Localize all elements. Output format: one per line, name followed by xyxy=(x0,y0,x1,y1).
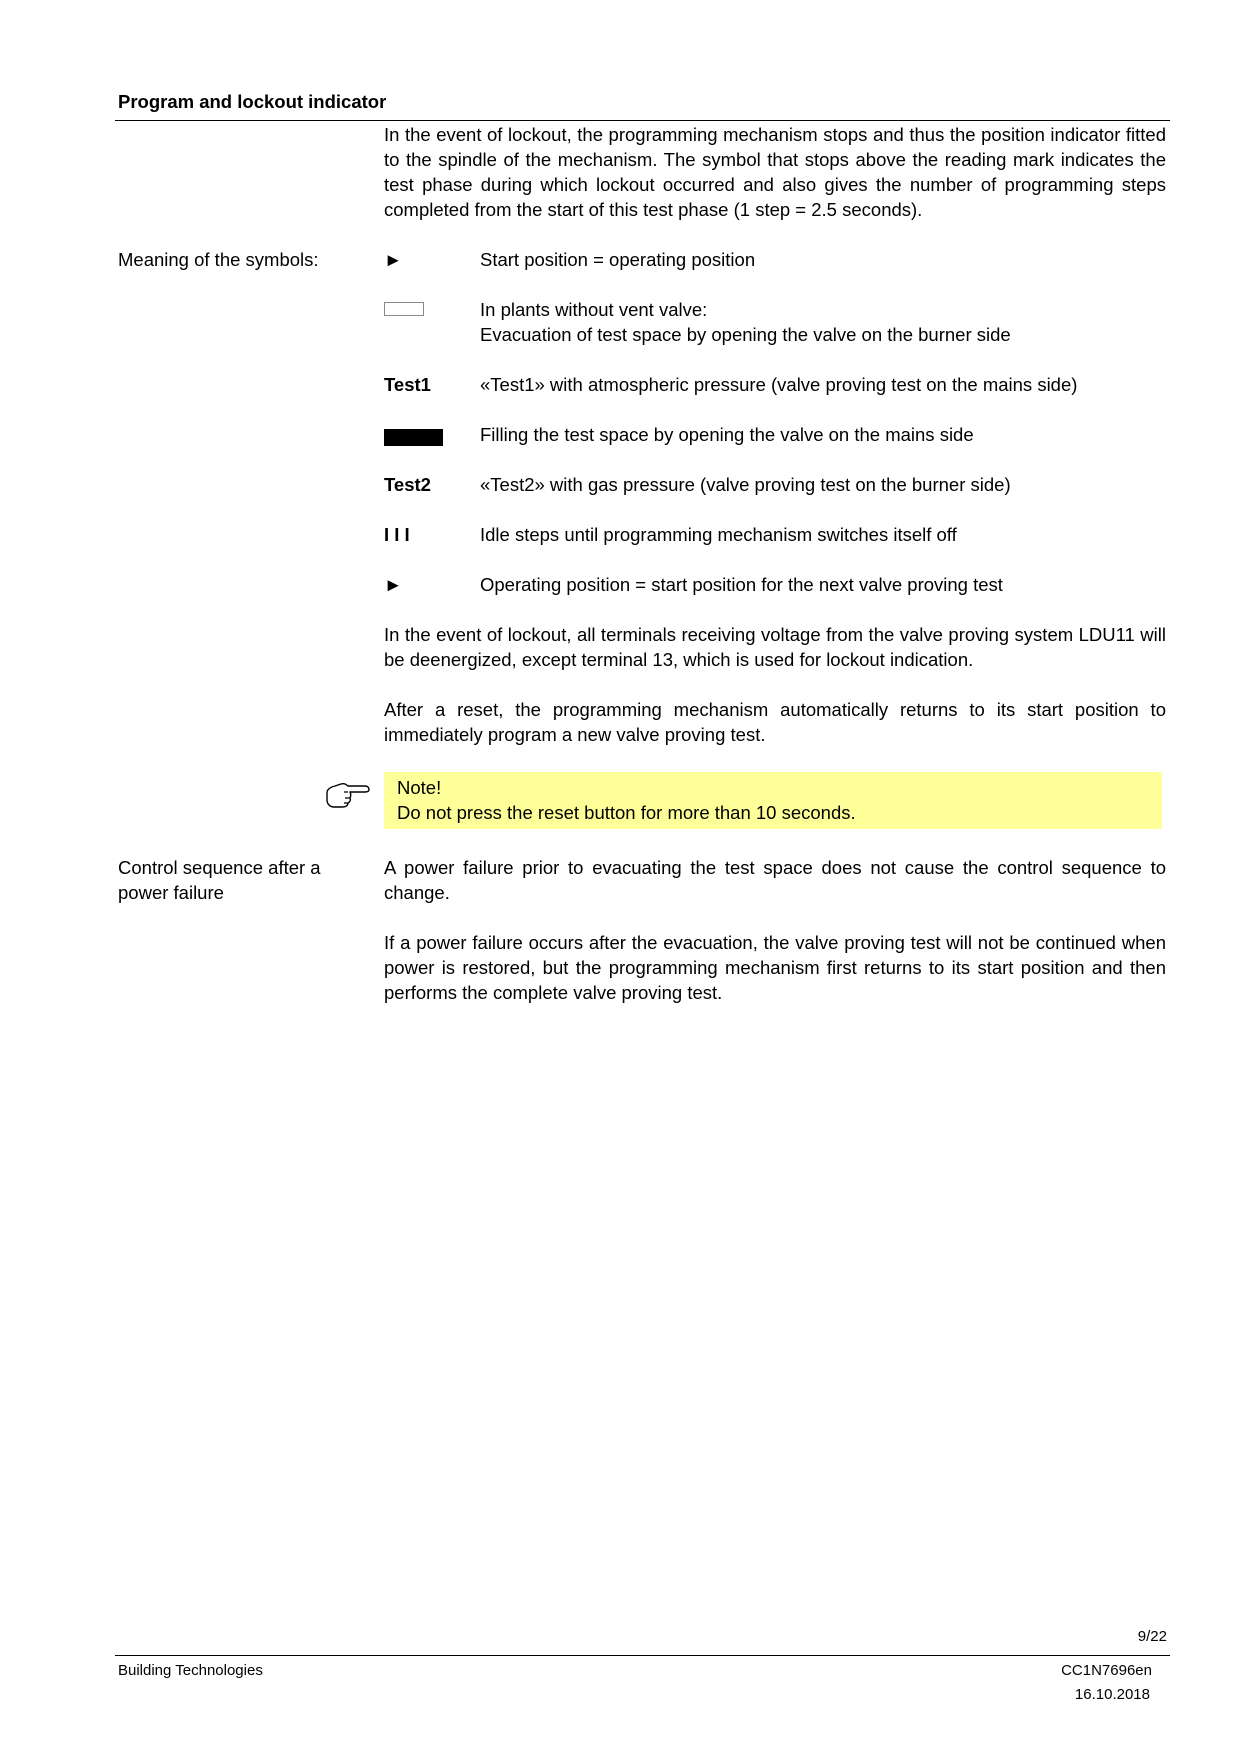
footer-company: Building Technologies xyxy=(118,1662,263,1679)
footer-doc-id: CC1N7696en xyxy=(1061,1662,1152,1679)
test2-symbol: Test2 xyxy=(384,474,431,495)
power-failure-paragraph-1: A power failure prior to evacuating the test space does not cause the control sequence to change. xyxy=(384,857,1166,903)
triangle-right-icon: ► xyxy=(384,249,403,270)
reset-paragraph: After a reset, the programming mechanism automatically returns to its start position to immediately program a new valve proving test. xyxy=(384,699,1166,745)
section-title: Program and lockout indicator xyxy=(118,91,387,112)
footer-date: 16.10.2018 xyxy=(1074,1686,1150,1703)
symbol-description: «Test2» with gas pressure (valve proving test on the burner side) xyxy=(480,474,1011,495)
filled-rectangle-icon xyxy=(384,429,443,446)
note-heading: Note! xyxy=(397,777,442,798)
symbols-side-label: Meaning of the symbols: xyxy=(118,249,319,270)
symbol-description: Operating position = start position for the next valve proving test xyxy=(480,574,1003,595)
idle-steps-symbol: I I I xyxy=(384,524,410,545)
symbol-description: Start position = operating position xyxy=(480,249,756,270)
header-rule xyxy=(115,120,1170,121)
test1-symbol: Test1 xyxy=(384,374,431,395)
intro-paragraph: In the event of lockout, the programming mechanism stops and thus the position indicator fitted to the spindle of the mechanism. The symbol that stops above the reading mark indicates the test phase during which lockout occurred and also gives the number of programming steps completed from the start of this test phase (1 step = 2.5 seconds). xyxy=(384,124,1166,220)
pointing-hand-icon xyxy=(324,781,370,811)
note-box xyxy=(384,772,1162,829)
empty-rectangle-icon xyxy=(384,302,424,316)
note-text: Do not press the reset button for more than 10 seconds. xyxy=(397,802,856,823)
lockout-paragraph: In the event of lockout, all terminals receiving voltage from the valve proving system LDU11 will be deenergized, except terminal 13, which is used for lockout indication. xyxy=(384,624,1166,670)
symbol-description: In plants without vent valve: xyxy=(480,299,708,320)
symbol-description: Filling the test space by opening the valve on the mains side xyxy=(480,424,974,445)
power-failure-side-label: Control sequence after a power failure xyxy=(118,857,321,903)
power-failure-paragraph-2: If a power failure occurs after the evacuation, the valve proving test will not be continued when power is restored, but the programming mechanism first returns to its start position and then performs the complete valve proving test. xyxy=(384,932,1166,1003)
triangle-right-icon: ► xyxy=(384,574,403,595)
symbol-description: Evacuation of test space by opening the valve on the burner side xyxy=(480,324,1011,345)
symbol-description: «Test1» with atmospheric pressure (valve proving test on the mains side) xyxy=(480,374,1078,395)
symbol-description: Idle steps until programming mechanism switches itself off xyxy=(480,524,957,545)
footer-rule xyxy=(115,1655,1170,1656)
page-number: 9/22 xyxy=(1137,1628,1167,1645)
